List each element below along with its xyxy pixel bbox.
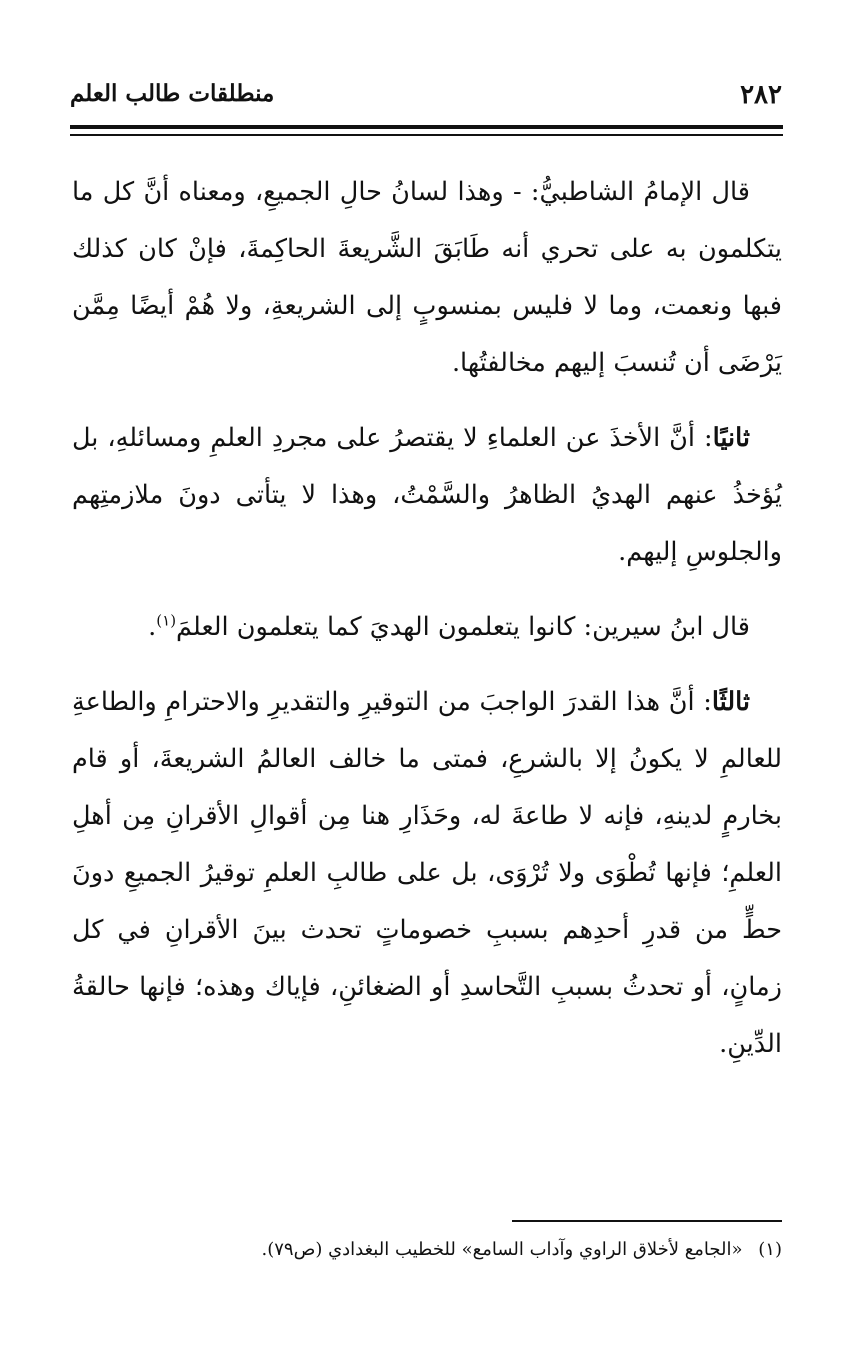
paragraph xyxy=(72,164,782,392)
header-rule-thin xyxy=(70,134,783,136)
paragraph-text: قال الإمامُ الشاطبيُّ: - وهذا لسانُ حالِ الجميعِ، ومعناه أنَّ كل ما يتكلمون به على تحري أنه طَابَقَ الشَّريعةَ الحاكِمةَ، فإنْ كان كذلك فبها ونعمت، وما لا فليس بمنسوبٍ إلى الشريعةِ، ولا هُمْ أيضًا مِمَّن يَرْضَى أن تُنسبَ إليهم مخالفتُها. xyxy=(72,177,782,378)
footnote-reference[interactable]: (١) xyxy=(156,611,177,630)
header-rule-thick xyxy=(70,125,783,129)
paragraph-text: : أنَّ هذا القدرَ الواجبَ من التوقيرِ والتقديرِ والاحترامِ والطاعةِ للعالمِ لا يكونُ إلا بالشرعِ، فمتى ما خالف العالمُ الشريعةَ، أو قام بخارمٍ لدينهِ، فإنه لا طاعةَ له، وحَذَارِ هنا مِن أقوالِ الأقرانِ مِن أهلِ العلمِ؛ فإنها تُطْوَى ولا تُرْوَى، بل على طالبِ العلمِ توقيرُ الجميعِ دونَ حطٍّ من قدرِ أحدِهم بسببِ خصوماتٍ تحدث بينَ الأقرانِ في كل زمانٍ، أو تحدثُ بسببِ التَّحاسدِ أو الضغائنِ، فإياك وهذه؛ فإنها حالقةُ الدِّينِ. xyxy=(72,687,782,1059)
main-text xyxy=(72,164,782,1091)
paragraph xyxy=(72,674,782,1073)
paragraph-text: : أنَّ الأخذَ عن العلماءِ لا يقتصرُ على مجردِ العلمِ ومسائلهِ، بل يُؤخذُ عنهم الهديُ الظاهرُ والسَّمْتُ، وهذا لا يتأتى دونَ ملازمتِهم والجلوسِ إليهم. xyxy=(72,423,782,567)
paragraph xyxy=(72,599,782,656)
footnote-number: (١) xyxy=(758,1239,782,1260)
paragraph-lead: ثانيًا xyxy=(712,423,750,453)
paragraph-tail: . xyxy=(148,612,157,642)
footnote-text: «الجامع لأخلاق الراوي وآداب السامع» للخطيب البغدادي (ص٧٩). xyxy=(261,1239,743,1260)
page-header xyxy=(70,78,782,118)
footnote-separator xyxy=(512,1220,782,1222)
footnote xyxy=(70,1236,782,1264)
paragraph xyxy=(72,410,782,581)
paragraph-text: قال ابنُ سيرين: كانوا يتعلمون الهديَ كما يتعلمون العلمَ xyxy=(176,612,750,642)
paragraph-lead: ثالثًا xyxy=(711,687,750,717)
page-number: ٢٨٢ xyxy=(740,80,782,110)
running-title: منطلقات طالب العلم xyxy=(70,80,275,107)
